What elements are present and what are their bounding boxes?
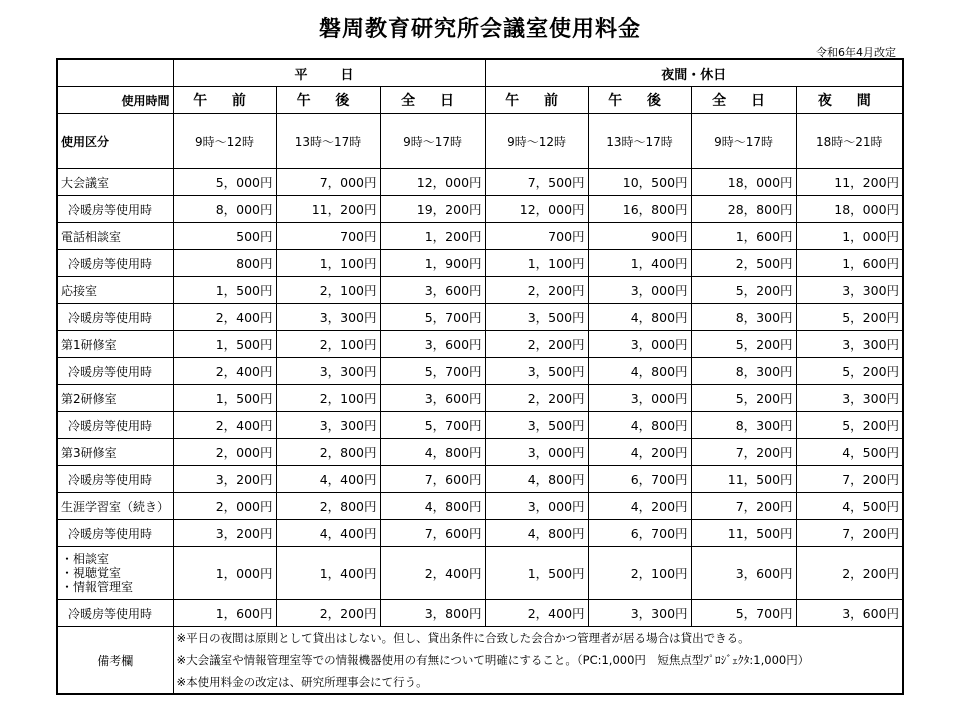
price-cell: 4，800円 xyxy=(588,304,691,331)
room-name xyxy=(57,547,173,600)
price-cell: 4，400円 xyxy=(276,520,380,547)
price-cell: 2，000円 xyxy=(173,493,276,520)
room-subrow-label: 冷暖房等使用時 xyxy=(57,358,173,385)
price-cell: 3，300円 xyxy=(796,385,903,412)
table-row xyxy=(57,412,903,439)
table-row xyxy=(57,196,903,223)
note-line: ※平日の夜間は原則として貸出はしない。但し、貸出条件に合致した会合かつ管理者が居る場合は貸出できる。 xyxy=(176,631,750,645)
header-holiday: 夜間・休日 xyxy=(485,59,903,87)
price-cell: 2，200円 xyxy=(276,600,380,627)
room-name: 第1研修室 xyxy=(57,331,173,358)
notes-cell xyxy=(173,627,903,695)
price-cell: 6，700円 xyxy=(588,520,691,547)
price-cell: 1，500円 xyxy=(485,547,588,600)
table-row xyxy=(57,250,903,277)
room-name: 第2研修室 xyxy=(57,385,173,412)
price-cell: 1，600円 xyxy=(691,223,796,250)
price-cell: 5，700円 xyxy=(380,304,485,331)
price-cell: 3，500円 xyxy=(485,358,588,385)
price-cell: 1，500円 xyxy=(173,331,276,358)
price-cell: 2，400円 xyxy=(380,547,485,600)
table-row xyxy=(57,466,903,493)
price-cell: 2，800円 xyxy=(276,439,380,466)
price-cell: 5，200円 xyxy=(796,304,903,331)
price-cell: 3，300円 xyxy=(276,304,380,331)
notes-row xyxy=(57,627,903,695)
price-cell: 4，800円 xyxy=(380,493,485,520)
usage-category-label: 使用区分 xyxy=(57,114,173,169)
price-cell: 2，100円 xyxy=(588,547,691,600)
price-cell: 16，800円 xyxy=(588,196,691,223)
price-cell: 10，500円 xyxy=(588,169,691,196)
price-cell: 2，100円 xyxy=(276,385,380,412)
table-row xyxy=(57,600,903,627)
price-cell: 3，600円 xyxy=(796,600,903,627)
price-cell: 19，200円 xyxy=(380,196,485,223)
price-cell: 5，700円 xyxy=(380,412,485,439)
price-cell: 2，000円 xyxy=(173,439,276,466)
price-cell: 1，100円 xyxy=(276,250,380,277)
time-range: 18時～21時 xyxy=(796,114,903,169)
table-row xyxy=(57,277,903,304)
price-cell: 2，400円 xyxy=(485,600,588,627)
price-cell: 5，200円 xyxy=(691,331,796,358)
price-cell: 7，200円 xyxy=(796,520,903,547)
price-cell: 4，800円 xyxy=(380,439,485,466)
time-range: 9時～12時 xyxy=(173,114,276,169)
time-range: 9時～12時 xyxy=(485,114,588,169)
price-cell: 3，300円 xyxy=(276,412,380,439)
price-cell: 500円 xyxy=(173,223,276,250)
price-cell: 7，200円 xyxy=(691,439,796,466)
table-row xyxy=(57,385,903,412)
price-cell: 3，500円 xyxy=(485,304,588,331)
price-cell: 700円 xyxy=(276,223,380,250)
table-row xyxy=(57,358,903,385)
period-header: 午 前 xyxy=(173,87,276,114)
price-cell: 11，200円 xyxy=(796,169,903,196)
room-name: 生涯学習室（続き） xyxy=(57,493,173,520)
price-cell: 1，900円 xyxy=(380,250,485,277)
room-name: 第3研修室 xyxy=(57,439,173,466)
header-group-row xyxy=(57,59,903,87)
price-cell: 1，500円 xyxy=(173,277,276,304)
price-cell: 8，300円 xyxy=(691,412,796,439)
price-cell: 3，000円 xyxy=(485,439,588,466)
period-header: 午 後 xyxy=(588,87,691,114)
price-cell: 5，700円 xyxy=(691,600,796,627)
price-cell: 18，000円 xyxy=(796,196,903,223)
price-cell: 4，400円 xyxy=(276,466,380,493)
price-cell: 3，200円 xyxy=(173,466,276,493)
room-subrow-label: 冷暖房等使用時 xyxy=(57,196,173,223)
table-row xyxy=(57,520,903,547)
price-cell: 3，300円 xyxy=(796,331,903,358)
period-header: 夜 間 xyxy=(796,87,903,114)
price-cell: 18，000円 xyxy=(691,169,796,196)
price-cell: 3，600円 xyxy=(380,331,485,358)
price-cell: 2，400円 xyxy=(173,304,276,331)
room-subrow-label: 冷暖房等使用時 xyxy=(57,466,173,493)
price-cell: 3，300円 xyxy=(796,277,903,304)
revision-date: 令和6年4月改定 xyxy=(816,46,896,59)
price-cell: 2，800円 xyxy=(276,493,380,520)
room-name-line: ・視聴覚室 xyxy=(61,566,122,580)
price-cell: 3，200円 xyxy=(173,520,276,547)
price-cell: 1，400円 xyxy=(276,547,380,600)
price-cell: 7，600円 xyxy=(380,466,485,493)
price-cell: 1，200円 xyxy=(380,223,485,250)
price-cell: 800円 xyxy=(173,250,276,277)
usage-time-label: 使用時間 xyxy=(57,87,173,114)
price-cell: 8，000円 xyxy=(173,196,276,223)
price-cell: 1，400円 xyxy=(588,250,691,277)
rate-table-body xyxy=(57,169,903,627)
price-cell: 2，400円 xyxy=(173,358,276,385)
price-cell: 6，700円 xyxy=(588,466,691,493)
room-name-line: ・情報管理室 xyxy=(61,580,134,594)
period-header: 全 日 xyxy=(691,87,796,114)
price-cell: 700円 xyxy=(485,223,588,250)
price-cell: 2，100円 xyxy=(276,277,380,304)
price-cell: 3，000円 xyxy=(588,385,691,412)
price-cell: 1，100円 xyxy=(485,250,588,277)
room-name: 大会議室 xyxy=(57,169,173,196)
price-cell: 5，000円 xyxy=(173,169,276,196)
header-time-row xyxy=(57,114,903,169)
table-row xyxy=(57,331,903,358)
header-period-row xyxy=(57,87,903,114)
room-name: 応接室 xyxy=(57,277,173,304)
room-subrow-label: 冷暖房等使用時 xyxy=(57,250,173,277)
time-range: 9時～17時 xyxy=(380,114,485,169)
price-cell: 900円 xyxy=(588,223,691,250)
room-subrow-label: 冷暖房等使用時 xyxy=(57,304,173,331)
room-name-line: ・相談室 xyxy=(61,552,110,566)
price-cell: 2，200円 xyxy=(796,547,903,600)
price-cell: 4，800円 xyxy=(588,412,691,439)
price-cell: 7，500円 xyxy=(485,169,588,196)
price-cell: 2，200円 xyxy=(485,277,588,304)
price-cell: 3，800円 xyxy=(380,600,485,627)
price-cell: 4，800円 xyxy=(485,520,588,547)
notes-label: 備考欄 xyxy=(57,627,173,695)
price-cell: 8，300円 xyxy=(691,358,796,385)
rate-table xyxy=(56,58,904,695)
price-cell: 3，600円 xyxy=(691,547,796,600)
period-header: 午 前 xyxy=(485,87,588,114)
price-cell: 2，500円 xyxy=(691,250,796,277)
price-cell: 7，200円 xyxy=(796,466,903,493)
price-cell: 2，400円 xyxy=(173,412,276,439)
price-cell: 1，600円 xyxy=(173,600,276,627)
period-header: 午 後 xyxy=(276,87,380,114)
time-range: 13時～17時 xyxy=(276,114,380,169)
price-cell: 1，600円 xyxy=(796,250,903,277)
price-cell: 3，600円 xyxy=(380,385,485,412)
price-cell: 7，200円 xyxy=(691,493,796,520)
price-cell: 2，200円 xyxy=(485,385,588,412)
price-cell: 3，600円 xyxy=(380,277,485,304)
price-cell: 3，300円 xyxy=(588,600,691,627)
price-cell: 12，000円 xyxy=(380,169,485,196)
price-cell: 1，000円 xyxy=(173,547,276,600)
room-subrow-label: 冷暖房等使用時 xyxy=(57,520,173,547)
price-cell: 4，200円 xyxy=(588,493,691,520)
price-cell: 1，000円 xyxy=(796,223,903,250)
period-header: 全 日 xyxy=(380,87,485,114)
price-cell: 28，800円 xyxy=(691,196,796,223)
table-row xyxy=(57,223,903,250)
time-range: 9時～17時 xyxy=(691,114,796,169)
table-row xyxy=(57,169,903,196)
price-cell: 5，200円 xyxy=(796,412,903,439)
header-weekday: 平 日 xyxy=(173,59,485,87)
price-cell: 7，000円 xyxy=(276,169,380,196)
price-cell: 12，000円 xyxy=(485,196,588,223)
header-corner xyxy=(57,59,173,87)
room-subrow-label: 冷暖房等使用時 xyxy=(57,412,173,439)
price-cell: 11，500円 xyxy=(691,466,796,493)
room-subrow-label: 冷暖房等使用時 xyxy=(57,600,173,627)
price-cell: 4，500円 xyxy=(796,439,903,466)
price-cell: 4，800円 xyxy=(485,466,588,493)
price-cell: 1，500円 xyxy=(173,385,276,412)
price-cell: 11，200円 xyxy=(276,196,380,223)
price-cell: 8，300円 xyxy=(691,304,796,331)
time-range: 13時～17時 xyxy=(588,114,691,169)
note-line: ※大会議室や情報管理室等での情報機器使用の有無について明確にすること。（PC:1,000円 短焦点型ﾌﾟﾛｼﾞｪｸﾀ:1,000円） xyxy=(176,653,810,667)
room-name: 電話相談室 xyxy=(57,223,173,250)
price-cell: 4，800円 xyxy=(588,358,691,385)
price-cell: 5，200円 xyxy=(796,358,903,385)
price-cell: 2，200円 xyxy=(485,331,588,358)
price-cell: 2，100円 xyxy=(276,331,380,358)
table-row xyxy=(57,304,903,331)
price-cell: 4，200円 xyxy=(588,439,691,466)
table-row xyxy=(57,439,903,466)
price-cell: 5，700円 xyxy=(380,358,485,385)
price-cell: 3，000円 xyxy=(485,493,588,520)
table-row xyxy=(57,547,903,600)
price-cell: 3，000円 xyxy=(588,277,691,304)
table-row xyxy=(57,493,903,520)
price-cell: 4，500円 xyxy=(796,493,903,520)
price-cell: 3，500円 xyxy=(485,412,588,439)
page-title: 磐周教育研究所会議室使用料金 xyxy=(318,17,641,42)
note-line: ※本使用料金の改定は、研究所理事会にて行う。 xyxy=(176,675,428,689)
price-cell: 3，300円 xyxy=(276,358,380,385)
price-cell: 11，500円 xyxy=(691,520,796,547)
price-cell: 5，200円 xyxy=(691,385,796,412)
price-cell: 5，200円 xyxy=(691,277,796,304)
price-cell: 7，600円 xyxy=(380,520,485,547)
price-cell: 3，000円 xyxy=(588,331,691,358)
